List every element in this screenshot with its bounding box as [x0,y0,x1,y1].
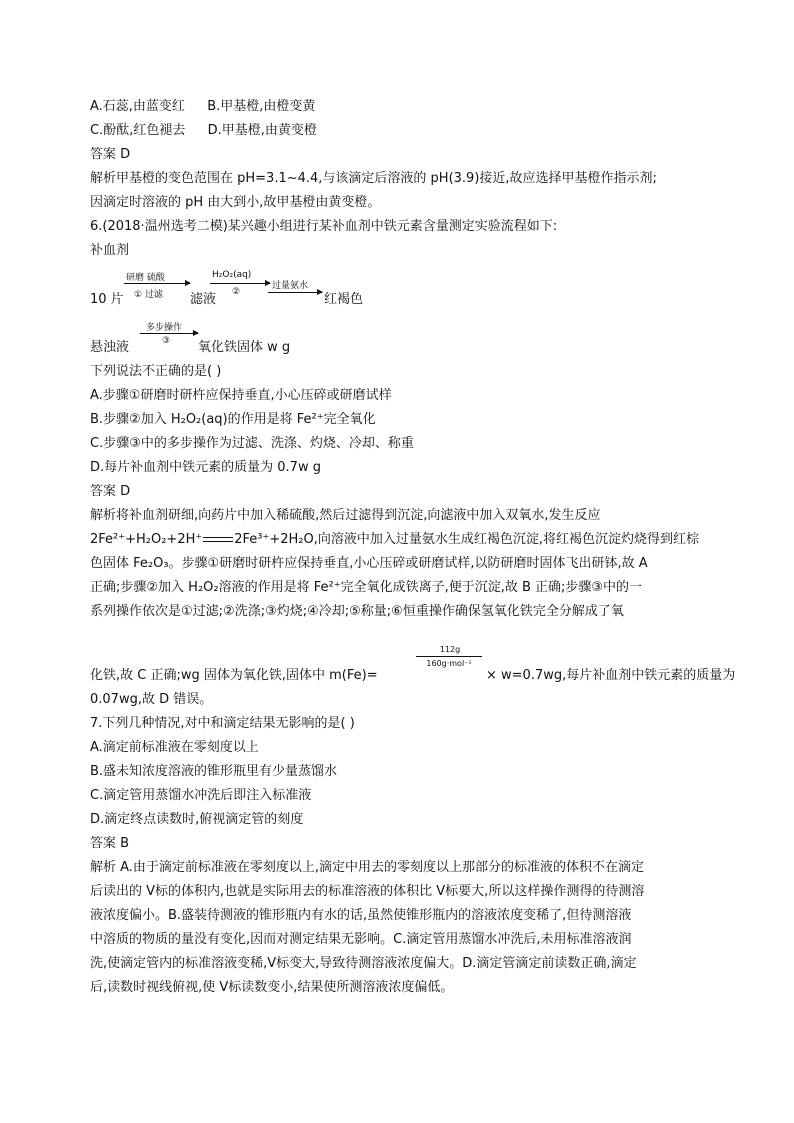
q6-analysis-line [90,530,699,550]
q6-answer: 答案 D [90,484,131,499]
reaction-equation-left: 2Fe²⁺+H₂O₂+2H⁺ [90,532,203,547]
q5-analysis-line: 解析甲基橙的变色范围在 pH=3.1~4.4,与该滴定后溶液的 pH(3.9)接近,故应选择甲基橙作指示剂; [90,171,657,186]
q6-analysis-line: 0.07wg,故 D 错误。 [90,692,213,707]
q6-option-b: B.步骤②加入 H₂O₂(aq)的作用是将 Fe²⁺完全氧化 [90,412,376,427]
q7-option-c: C.滴定管用蒸馏水冲洗后即注入标准液 [90,788,312,803]
q7-analysis-line: 洗,使滴定管内的标准溶液变稀,V标变大,导致待测溶液浓度偏大。D.滴定管滴定前读数正确,滴定 [90,956,637,971]
flow-arrow3-top: 过量氨水 [272,281,309,291]
flow-arrow4-top: 多步操作 [146,323,183,333]
q5-option-b: B.甲基橙,由橙变黄 [207,99,316,114]
fraction-denominator: 160g·mol⁻¹ [426,659,472,668]
flow-arrow1-bottom: ① 过滤 [134,290,163,300]
q7-analysis-line: 后读出的 V标的体积内,也就是实际用去的标准溶液的体积比 V标要大,所以这样操作测得的待测溶 [90,884,645,899]
q6-analysis-line-cont: × w=0.7wg,每片补血剂中铁元素的质量为 [486,668,736,683]
flow-arrow4 [140,333,198,334]
q5-answer: 答案 D [90,147,131,162]
q5-options-row1 [90,97,315,117]
flow-end2: 氧化铁固体 w g [198,340,291,355]
q7-stem: 7.下列几种情况,对中和滴定结果无影响的是( ) [90,716,355,731]
q6-question: 下列说法不正确的是( ) [90,364,222,379]
flow-arrow3 [268,292,322,293]
q6-option-a: A.步骤①研磨时研杵应保持垂直,小心压碎或研磨试样 [90,388,392,403]
fraction-numerator: 112g [439,645,461,654]
flow-arrow2-bottom: ② [232,287,241,297]
q6-analysis-line: 色固体 Fe₂O₃。步骤①研磨时研杵应保持垂直,小心压碎或研磨试样,以防研磨时固体飞出研钵,故 A [90,556,648,571]
q7-option-b: B.盛未知浓度溶液的锥形瓶里有少量蒸馏水 [90,764,338,779]
flow-arrow4-bottom: ③ [162,336,171,346]
flow-arrow2-top: H₂O₂(aq) [212,270,252,280]
flow-start-quantity: 10 片 [90,292,124,307]
q6-stem: 6.(2018·温州选考二模)某兴趣小组进行某补血剂中铁元素含量测定实验流程如下: [90,219,558,234]
q5-option-a: A.石蕊,由蓝变红 [90,99,185,114]
q5-analysis-line: 因滴定时溶液的 pH 由大到小,故甲基橙由黄变橙。 [90,195,381,210]
flow-arrow1 [124,283,190,284]
q7-analysis-line: 液浓度偏小。B.盛装待测液的锥形瓶内有水的话,虽然使锥形瓶内的溶液浓度变稀了,但待测溶液 [90,908,632,923]
flow-end1: 红褐色 [324,292,364,307]
flow-start-label: 补血剂 [90,243,130,258]
flow-arrow2 [210,283,270,284]
q6-analysis-line: 系列操作依次是①过滤;②洗涤;③灼烧;④冷却;⑤称量;⑥恒重操作确保氢氧化铁完全分解成了氧 [90,604,624,619]
q5-option-c: C.酚酞,红色褪去 [90,123,186,138]
q5-options-row2 [90,121,317,141]
equals-sign [203,537,233,542]
q6-option-c: C.步骤③中的多步操作为过滤、洗涤、灼烧、冷却、称重 [90,436,414,451]
q6-option-d: D.每片补血剂中铁元素的质量为 0.7w g [90,460,321,475]
q7-analysis-line: 中溶质的物质的量没有变化,因而对测定结果无影响。C.滴定管用蒸馏水冲洗后,未用标准溶液润 [90,932,632,947]
q5-option-d: D.甲基橙,由黄变橙 [207,123,317,138]
q7-answer: 答案 B [90,836,130,851]
q6-analysis-line: 化铁,故 C 正确;wg 固体为氧化铁,固体中 m(Fe)= [90,668,378,683]
flow-arrow1-top: 研磨 硫酸 [126,273,165,283]
fraction-bar [416,656,482,657]
q7-option-a: A.滴定前标准液在零刻度以上 [90,740,259,755]
reaction-equation-right: 2Fe³⁺+2H₂O,向溶液中加入过量氨水生成红褐色沉淀,将红褐色沉淀灼烧得到红棕 [234,532,699,547]
q7-analysis-line: 后,读数时视线俯视,使 V标读数变小,结果使所测溶液浓度偏低。 [90,980,454,995]
q6-analysis-line: 解析将补血剂研细,向药片中加入稀硫酸,然后过滤得到沉淀,向滤液中加入双氧水,发生反应 [90,508,601,523]
flow-filtrate: 滤液 [190,292,217,307]
q7-option-d: D.滴定终点读数时,俯视滴定管的刻度 [90,812,304,827]
q6-analysis-line: 正确;步骤②加入 H₂O₂溶液的作用是将 Fe²⁺完全氧化成铁离子,便于沉淀,故 B 正确;步骤③中的一 [90,580,643,595]
q7-analysis-line: 解析 A.由于滴定前标准液在零刻度以上,滴定中用去的零刻度以上那部分的标准液的体积不在滴定 [90,860,645,875]
flow-start2: 悬浊液 [90,340,130,355]
